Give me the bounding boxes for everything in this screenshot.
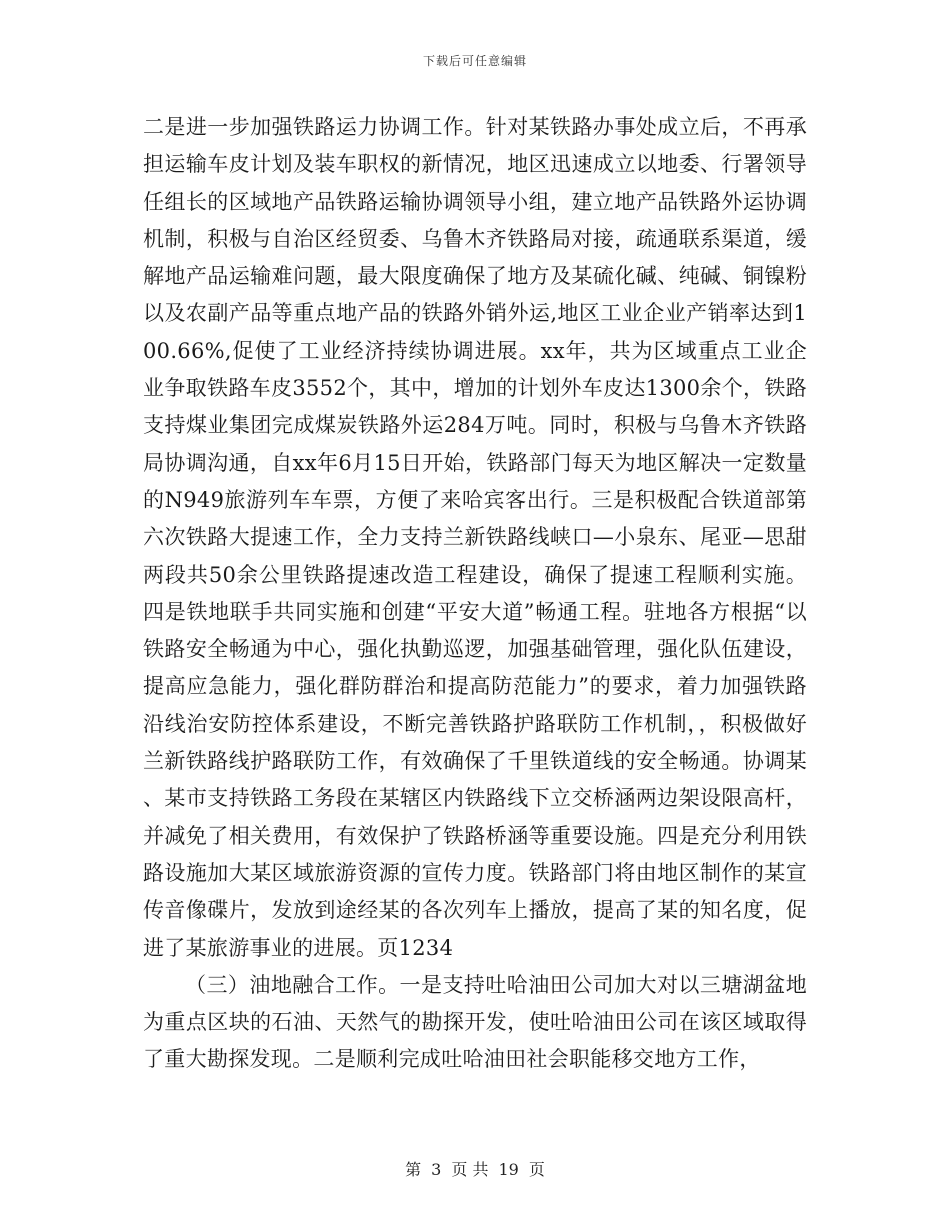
footer-current-page: 3	[431, 1160, 442, 1179]
body-paragraph-1: 二是进一步加强铁路运力协调工作。针对某铁路办事处成立后，不再承担运输车皮计划及装车职权的新情况，地区迅速成立以地委、行署领导任组长的区域地产品铁路运输协调领导小组，建立地产品铁路外运协调机制，积极与自治区经贸委、乌鲁木齐铁路局对接，疏通联系渠道，缓解地产品运输难问题，最大限度确保了地方及某硫化碱、纯碱、铜镍粉以及农副产品等重点地产品的铁路外销外运,地区工业企业产销率达到100.66%,促使了工业经济持续协调进展。xx年，共为区域重点工业企业争取铁路车皮3552个，其中，增加的计划外车皮达1300余个，铁路支持煤业集团完成煤炭铁路外运284万吨。同时，积极与乌鲁木齐铁路局协调沟通，自xx年6月15日开始，铁路部门每天为地区解决一定数量的N949旅游列车车票，方便了来哈宾客出行。三是积极配合铁道部第六次铁路大提速工作，全力支持兰新铁路线峡口—小泉东、尾亚—思甜两段共50余公里铁路提速改造工程建设，确保了提速工程顺利实施。四是铁地联手共同实施和创建“平安大道”畅通工程。驻地各方根据“以铁路安全畅通为中心，强化执勤巡逻，加强基础管理，强化队伍建设，提高应急能力，强化群防群治和提高防范能力”的要求，着力加强铁路沿线治安防控体系建设，不断完善铁路护路联防工作机制，，积极做好兰新铁路线护路联防工作，有效确保了千里铁道线的安全畅通。协调某、某市支持铁路工务段在某辖区内铁路线下立交桥涵两边架设限高杆，并减免了相关费用，有效保护了铁路桥涵等重要设施。四是充分利用铁路设施加大某区域旅游资源的宣传力度。铁路部门将由地区制作的某宣传音像碟片，发放到途经某的各次列车上播放，提高了某的知名度，促进了某旅游事业的进展。页1234	[143, 115, 807, 960]
footer-middle: 页 共	[451, 1160, 489, 1179]
page-header-note: 下载后可任意编辑	[422, 54, 527, 68]
footer-suffix: 页	[528, 1160, 545, 1179]
document-body	[143, 109, 807, 1079]
body-paragraph-2: （三）油地融合工作。一是支持吐哈油田公司加大对以三塘湖盆地为重点区块的石油、天然气的勘探开发，使吐哈油田公司在该区域取得了重大勘探发现。二是顺利完成吐哈油田社会职能移交地方工作，	[143, 972, 807, 1072]
footer-total-pages: 19	[498, 1160, 519, 1179]
footer-prefix: 第	[405, 1160, 422, 1179]
page-number-footer	[0, 1157, 950, 1180]
